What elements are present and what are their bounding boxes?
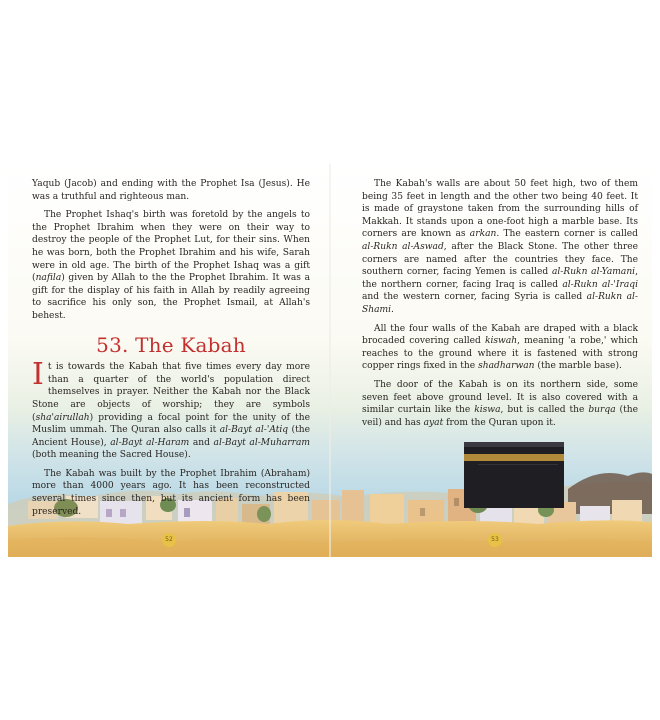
- left-paragraph-4: The Kabah was built by the Prophet Ibrahim (Abraham) more than 4000 years ago. It has been reconstructed several times since then, but its ancient form has been preserved.: [32, 468, 310, 517]
- right-paragraph-3: The door of the Kabah is on its northern side, some seven feet above ground level. It is also covered with a similar curtain like the kiswa, but is called the burqa (the veil) and has ayat from the Quran upon it.: [362, 379, 638, 428]
- right-page-text: [362, 178, 638, 435]
- chapter-title: 53. The Kabah: [96, 332, 246, 357]
- left-page-text: [32, 178, 310, 524]
- right-paragraph-2: All the four walls of the Kabah are draped with a black brocaded covering called kiswah, meaning 'a robe,' which reaches to the ground where it is fastened with strong copper rings fixed in the shadharwan (the marble base).: [362, 323, 638, 372]
- drop-cap: I: [32, 357, 44, 393]
- right-paragraph-1: The Kabah's walls are about 50 feet high, two of them being 35 feet in length and the other two being 40 feet. It is made of graystone taken from the surrounding hills of Makkah. It stands upon a one-foot high a marble base. Its corners are known as arkan. The eastern corner is called al-Rukn al-Aswad, after the Black Stone. The other three corners are named after the countries they face. The southern corner, facing Yemen is called al-Rukn al-Yamani, the northern corner, facing Iraq is called al-Rukn al-'Iraqi and the western corner, facing Syria is called al-Rukn al-Shami.: [362, 179, 639, 315]
- left-page-number: 52: [162, 533, 176, 547]
- left-paragraph-1: Yaqub (Jacob) and ending with the Prophet Isa (Jesus). He was a truthful and righteous man.: [32, 179, 310, 202]
- kabah-illustration: [464, 442, 564, 508]
- book-spread: [8, 164, 652, 557]
- left-paragraph-2: The Prophet Ishaq's birth was foretold by the angels to the Prophet Ibrahim when they were on their way to destroy the people of the Prophet Lut, for their sins. When he was born, both the Prophet Ibrahim and his wife, Sarah were in old age. The birth of the Prophet Ishaq was a gift (nafila) given by Allah to the the Prophet Ibrahim. It was a gift for the display of his faith in Allah by readily agreeing to sacrifice his only son, the Prophet Ismail, at Allah's behest.: [32, 210, 310, 321]
- right-page-number: 53: [488, 533, 502, 547]
- left-paragraph-3: It is towards the Kabah that five times every day more than a quarter of the world's population direct themselves in prayer. Neither the Kabah nor the Black Stone are objects of worship; they are symbols (sha'airullah) providing a focal point for the unity of the Muslim ummah. The Quran also calls it al-Bayt al-'Atiq (the Ancient House), al-Bayt al-Haram and al-Bayt al-Muharram (both meaning the Sacred House).: [32, 357, 310, 461]
